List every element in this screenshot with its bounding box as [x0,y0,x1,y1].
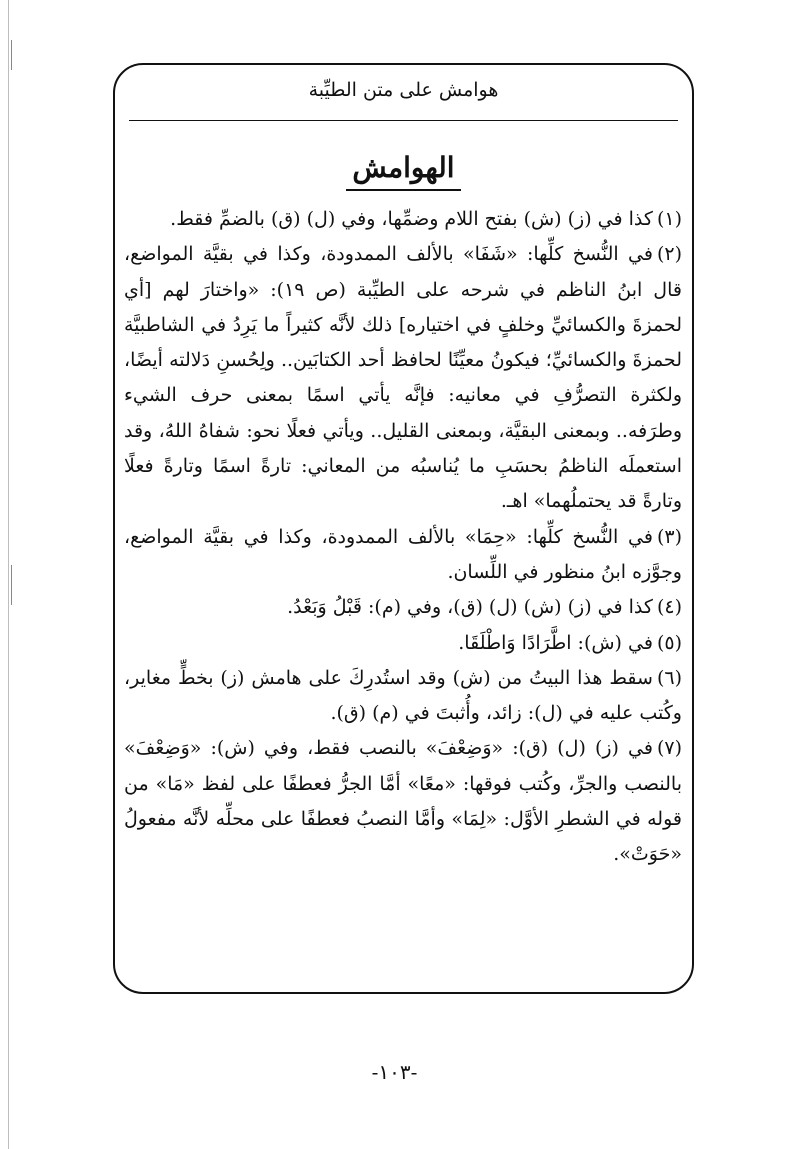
footnote-number: (٤) [656,596,682,619]
footnotes-list [124,202,682,873]
footnote [124,731,682,872]
running-head: هوامش على متن الطيِّبة [308,79,499,101]
footnote-text: في النُّسخ كلِّها: «شَفَا» بالألف الممدودة، وكذا في بقيَّة المواضع، قال ابنُ الناظم في شرحه على الطيِّبة (ص ١٩): «واختارَ لهم [أي لحمزةَ والكسائيِّ وخلفٍ في اختياره] ذلك لأنَّه كثيراً ما يَرِدُ في الشاطبيَّة لحمزةَ والكسائيِّ؛ فيكونُ معيِّنًا لحافظ أحد الكتابَين.. ولِحُسنِ دَلالته أيضًا، ولكثرة التصرُّفِ في معانيه: فإنَّه يأتي اسمًا بمعنى حرف الشيء وطرَفه.. وبمعنى البقيَّة، وبمعنى القليل.. ويأتي فعلًا نحو: شفاهُ اللهُ، وقد استعملَه الناظمُ بحسَبِ ما يُناسبُه من المعاني: تارةً اسمًا وتارةً فعلًا وتارةً قد يحتملُهما» اهـ. [124,243,682,513]
footnote-text: في (ز) (ل) (ق): «وَضِعْفَ» بالنصب فقط، وفي (ش): «وَضِعْفَ» بالنصب والجرِّ، وكُتب فوقها: «معًا» أمَّا الجرُّ فعطفًا على لفظ «مَا» من قوله في الشطرِ الأوَّل: «لِمَا» وأمَّا النصبُ فعطفًا على محلِّه لأنَّه مفعولُ «حَوَتْ». [124,737,682,866]
footnote-text: كذا في (ز) (ش) بفتح اللام وضمِّها، وفي (ل) (ق) بالضمِّ فقط. [170,208,653,230]
section-title-text: الهوامش [346,151,460,191]
page-number: -١٠٣- [371,1060,418,1084]
section-title [115,151,692,191]
page-frame [113,63,694,994]
footnote-text: سقط هذا البيتُ من (ش) وقد استُدرِكَ على هامش (ز) بخطٍّ مغاير، وكُتب عليه في (ل): زائد، وأُثبتَ في (م) (ق). [124,666,682,725]
footnote [124,202,682,237]
footnote [124,626,682,661]
footnote-text: في (ش): اطَّرَادًا وَاطْلَقَا. [458,631,653,654]
footnote [124,590,682,625]
footnote-number: (٢) [656,243,682,266]
footnote [124,237,682,519]
footnote-text: في النُّسخ كلِّها: «حِمَا» بالألف الممدودة، وكذا في بقيَّة المواضع، وجوَّزه ابنُ منظور في اللِّسان. [124,525,682,583]
header-rule [129,120,678,121]
footnote-number: (٦) [656,666,682,689]
footnote [124,661,682,732]
footnote-number: (١) [656,208,682,230]
footnote-text: كذا في (ز) (ش) (ل) (ق)، وفي (م): قَبْلُ وَبَعْدُ. [287,596,653,619]
footnote-number: (٧) [656,737,682,760]
page-edge-mark [11,40,12,70]
footnote-number: (٣) [656,525,682,548]
footnote-number: (٥) [656,631,682,654]
page-edge-mark [11,565,12,605]
footnote [124,520,682,591]
page-edge-line [8,0,9,1149]
